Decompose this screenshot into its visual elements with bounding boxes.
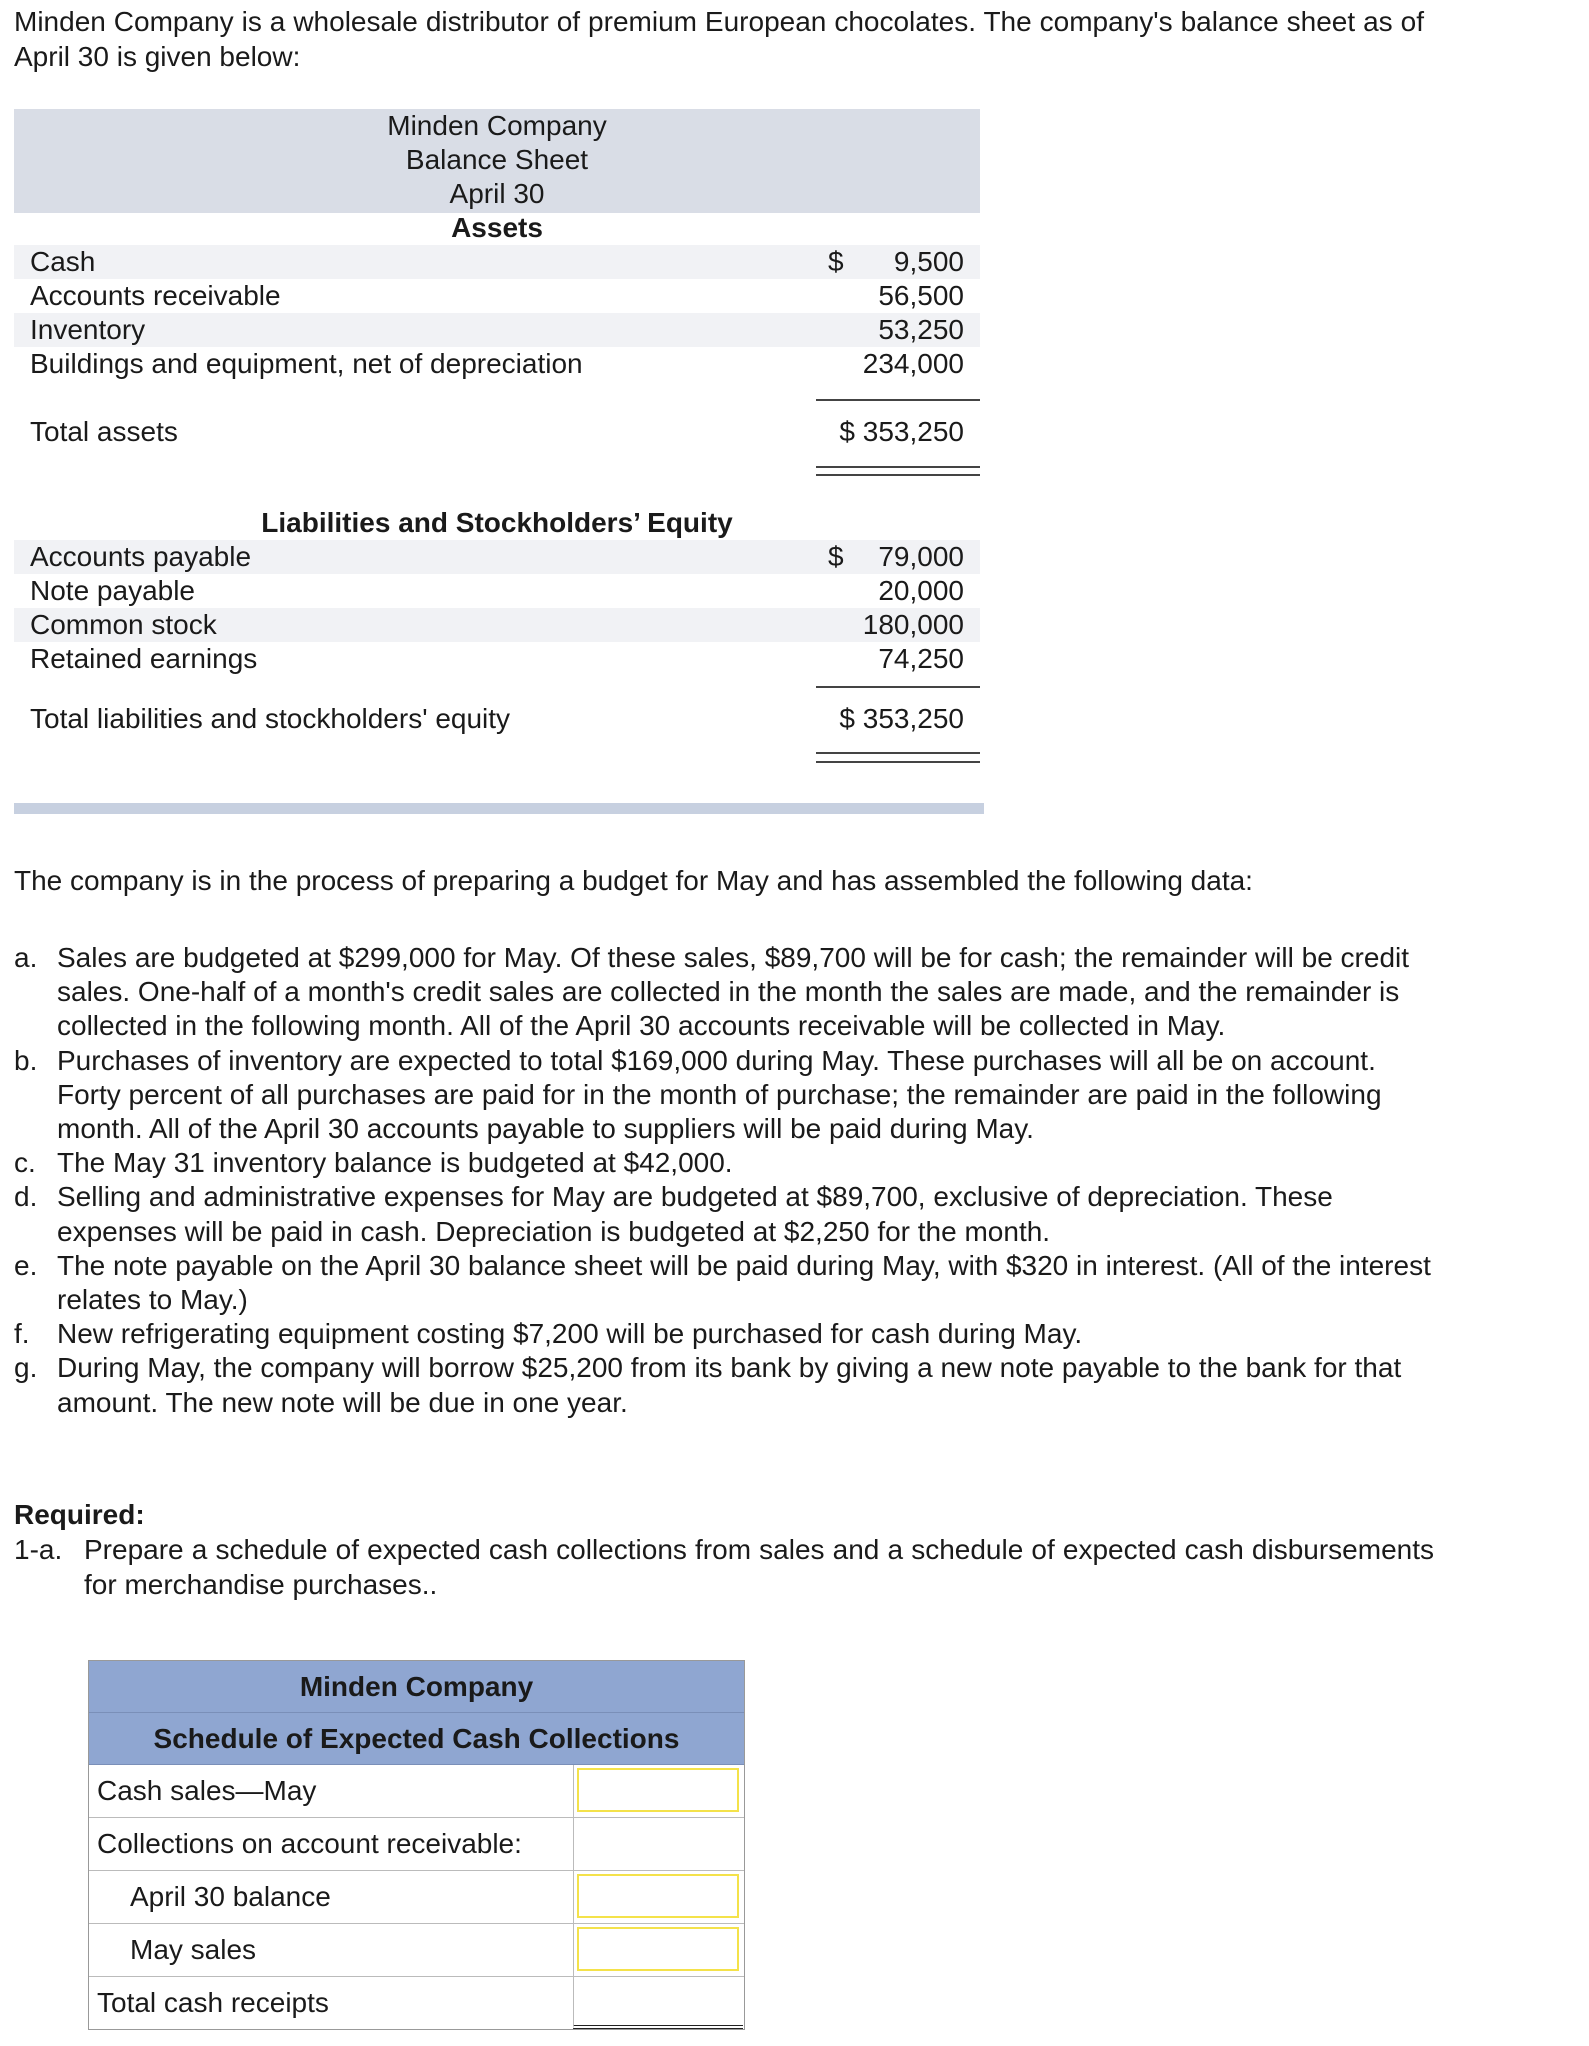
- item-text: During May, the company will borrow $25,200 from its bank by giving a new note payable to the bank for that amount. The new note will be due in one year.: [57, 1352, 1402, 1418]
- total-cash-receipts-field: [577, 1980, 739, 2024]
- question-text: Prepare a schedule of expected cash collections from sales and a schedule of expected cash disbursements for merchandise purchases..: [84, 1534, 1434, 1600]
- total-assets-amount: $ 353,250: [839, 416, 964, 447]
- asset-amount: 9,500: [893, 246, 964, 277]
- question-number: 1-a.: [14, 1534, 63, 1565]
- subtotal-rule: [816, 399, 980, 401]
- asset-row: [14, 245, 980, 279]
- asset-amount: 53,250: [878, 314, 964, 345]
- row-label: May sales: [130, 1934, 257, 1965]
- liabilities-heading: Liabilities and Stockholders’ Equity: [261, 507, 733, 538]
- item-marker: b.: [14, 1044, 38, 1076]
- assets-heading: Assets: [451, 212, 543, 243]
- double-rule: [816, 474, 980, 476]
- list-item: [14, 941, 1434, 1044]
- list-item: [14, 1180, 1434, 1248]
- asset-name: Inventory: [30, 314, 146, 345]
- item-marker: g.: [14, 1352, 38, 1384]
- item-text: Sales are budgeted at $299,000 for May. Of these sales, $89,700 will be for cash; the remainder will be credit sales. One-half of a month's credit sales are collected in the month the sales are made, and the remainder is collected in the following month. All of the April 30 accounts receivable will be collected in May.: [57, 942, 1410, 1042]
- total-assets-row: [14, 415, 980, 449]
- total-cell: [573, 1977, 743, 2029]
- total-liab-row: [14, 702, 980, 736]
- list-item: [14, 1146, 1434, 1180]
- required-heading: Required:: [14, 1499, 145, 1530]
- table-row: [89, 1817, 744, 1870]
- subtotal-rule: [816, 686, 980, 688]
- double-rule: [816, 466, 980, 468]
- budget-intro: The company is in the process of preparing a budget for May and has assembled the following data:: [14, 865, 1253, 896]
- amount-cell: [573, 1871, 743, 1923]
- liability-row: [14, 540, 980, 574]
- liability-name: Common stock: [30, 609, 217, 640]
- schedule-company: Minden Company: [89, 1661, 744, 1713]
- liability-name: Retained earnings: [30, 643, 258, 674]
- bs-company: Minden Company: [387, 110, 607, 141]
- liability-amount: 79,000: [878, 541, 964, 572]
- liability-name: Note payable: [30, 575, 196, 606]
- liability-amount: 74,250: [878, 643, 964, 674]
- liability-row: [14, 642, 980, 676]
- item-marker: d.: [14, 1181, 38, 1213]
- asset-name: Accounts receivable: [30, 280, 281, 311]
- liability-amount: 20,000: [878, 575, 964, 606]
- total-assets-label: Total assets: [30, 416, 178, 447]
- list-item: [14, 1044, 1434, 1147]
- april-balance-input[interactable]: [577, 1874, 739, 1918]
- row-label: Collections on account receivable:: [97, 1828, 522, 1859]
- table-row: [89, 1870, 744, 1923]
- double-rule: [816, 752, 980, 754]
- row-label: Cash sales—May: [97, 1775, 317, 1806]
- liability-amount: 180,000: [862, 609, 964, 640]
- item-marker: f.: [14, 1318, 30, 1350]
- required-question: [14, 1532, 1434, 1602]
- item-marker: e.: [14, 1249, 38, 1281]
- liability-row: [14, 574, 980, 608]
- item-text: New refrigerating equipment costing $7,200 will be purchased for cash during May.: [57, 1318, 1083, 1350]
- table-bottom-bar: [14, 803, 984, 814]
- item-text: Purchases of inventory are expected to total $169,000 during May. These purchases will all be on account. Forty percent of all purchases are paid for in the month of purchase; the remainder are paid in the following month. All of the April 30 accounts payable to suppliers will be paid during May.: [57, 1044, 1382, 1145]
- budget-data-list: [14, 941, 1434, 1420]
- schedule-title: Schedule of Expected Cash Collections: [89, 1713, 744, 1765]
- asset-row: [14, 313, 980, 347]
- table-row: [89, 1976, 744, 2029]
- item-text: The May 31 inventory balance is budgeted at $42,000.: [57, 1147, 733, 1179]
- double-rule: [816, 761, 980, 763]
- amount-cell: [573, 1818, 743, 1870]
- asset-amount: 234,000: [862, 348, 964, 379]
- list-item: [14, 1249, 1434, 1317]
- asset-name: Buildings and equipment, net of depreciation: [30, 348, 583, 379]
- schedule-body: [89, 1765, 744, 2029]
- table-row: [89, 1765, 744, 1817]
- total-liab-amount: $ 353,250: [839, 703, 964, 734]
- amount-cell: [573, 1924, 743, 1976]
- list-item: [14, 1317, 1434, 1351]
- currency-sign: $: [828, 541, 844, 572]
- row-label: April 30 balance: [130, 1881, 331, 1912]
- item-text: The note payable on the April 30 balance sheet will be paid during May, with $320 in interest. (All of the interest relates to May.): [57, 1249, 1431, 1316]
- total-liab-label: Total liabilities and stockholders' equity: [30, 703, 511, 734]
- asset-name: Cash: [30, 246, 96, 277]
- item-marker: a.: [14, 942, 38, 973]
- item-text: Selling and administrative expenses for May are budgeted at $89,700, exclusive of depreciation. These expenses will be paid in cash. Depreciation is budgeted at $2,250 for the month.: [57, 1181, 1333, 1247]
- liability-row: [14, 608, 980, 642]
- liability-name: Accounts payable: [30, 541, 252, 572]
- row-label: Total cash receipts: [97, 1987, 329, 2018]
- bs-date: April 30: [449, 178, 545, 209]
- item-marker: c.: [14, 1147, 36, 1179]
- asset-amount: 56,500: [878, 280, 964, 311]
- may-sales-input[interactable]: [577, 1927, 739, 1971]
- intro-text: Minden Company is a wholesale distributor of premium European chocolates. The company's balance sheet as of April 30 is given below:: [14, 6, 1424, 72]
- currency-sign: $: [828, 246, 844, 277]
- bs-title: Balance Sheet: [405, 144, 589, 175]
- cash-collections-schedule: [88, 1660, 745, 2030]
- amount-cell: [573, 1765, 743, 1817]
- cash-sales-input[interactable]: [577, 1768, 739, 1812]
- asset-row: [14, 347, 980, 381]
- list-item: [14, 1351, 1434, 1419]
- table-row: [89, 1923, 744, 1976]
- asset-row: [14, 279, 980, 313]
